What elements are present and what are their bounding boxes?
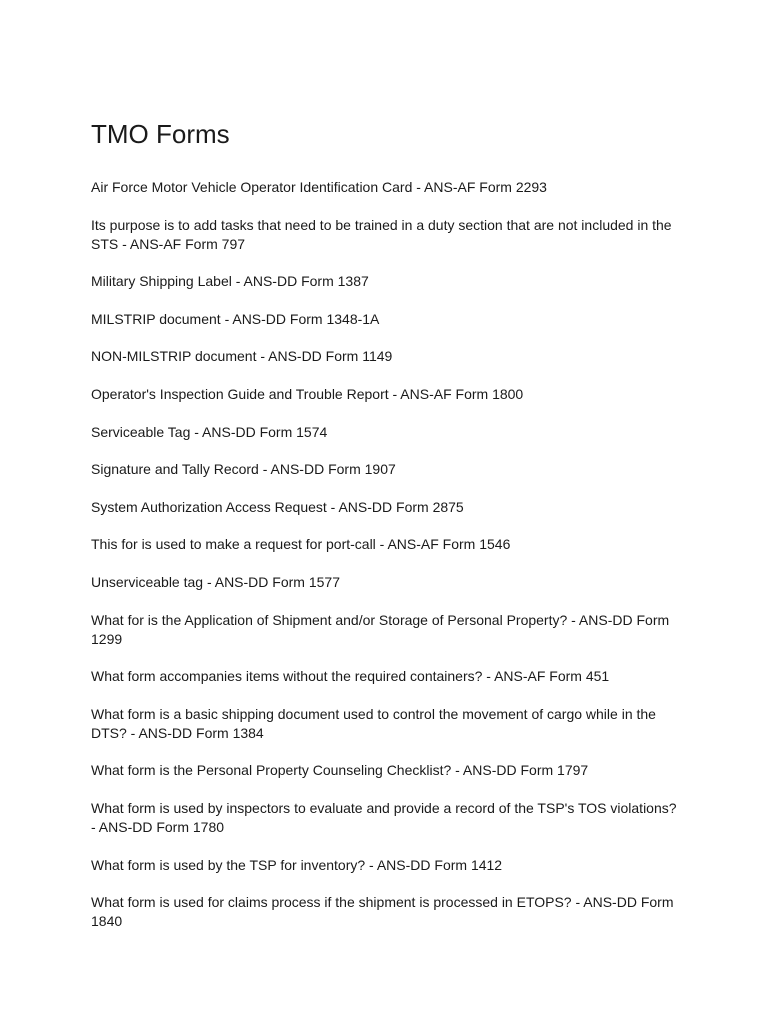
list-item: Serviceable Tag - ANS-DD Form 1574 <box>91 423 328 440</box>
list-item: This for is used to make a request for port-call - ANS-AF Form 1546 <box>91 536 511 553</box>
list-item: Signature and Tally Record - ANS-DD Form 1907 <box>91 461 396 478</box>
list-item: Its purpose is to add tasks that need to be trained in a duty section that are not included in the STS - ANS-AF Form 797 <box>91 216 672 252</box>
page-title: TMO Forms <box>91 119 230 149</box>
list-item: Military Shipping Label - ANS-DD Form 1387 <box>91 273 369 290</box>
list-item: System Authorization Access Request - ANS-DD Form 2875 <box>91 498 464 515</box>
list-item: What for is the Application of Shipment and/or Storage of Personal Property? - ANS-DD Form 1299 <box>91 611 670 647</box>
list-item: What form is used for claims process if the shipment is processed in ETOPS? - ANS-DD Form 1840 <box>91 894 674 930</box>
list-item: What form accompanies items without the required containers? - ANS-AF Form 451 <box>91 668 610 685</box>
list-item: Air Force Motor Vehicle Operator Identification Card - ANS-AF Form 2293 <box>91 179 547 195</box>
list-item: What form is the Personal Property Counseling Checklist? - ANS-DD Form 1797 <box>91 762 589 779</box>
list-item: What form is used by inspectors to evaluate and provide a record of the TSP's TOS violations? - ANS-DD Form 1780 <box>91 799 677 835</box>
list-item: MILSTRIP document - ANS-DD Form 1348-1A <box>91 310 380 327</box>
list-item: Unserviceable tag - ANS-DD Form 1577 <box>91 573 340 590</box>
list-item: Operator's Inspection Guide and Trouble Report - ANS-AF Form 1800 <box>91 385 524 402</box>
list-item: What form is used by the TSP for inventory? - ANS-DD Form 1412 <box>91 856 503 873</box>
form-list <box>91 178 681 950</box>
list-item: What form is a basic shipping document used to control the movement of cargo while in the DTS? - ANS-DD Form 1384 <box>91 705 656 741</box>
list-item: NON-MILSTRIP document - ANS-DD Form 1149 <box>91 348 393 365</box>
